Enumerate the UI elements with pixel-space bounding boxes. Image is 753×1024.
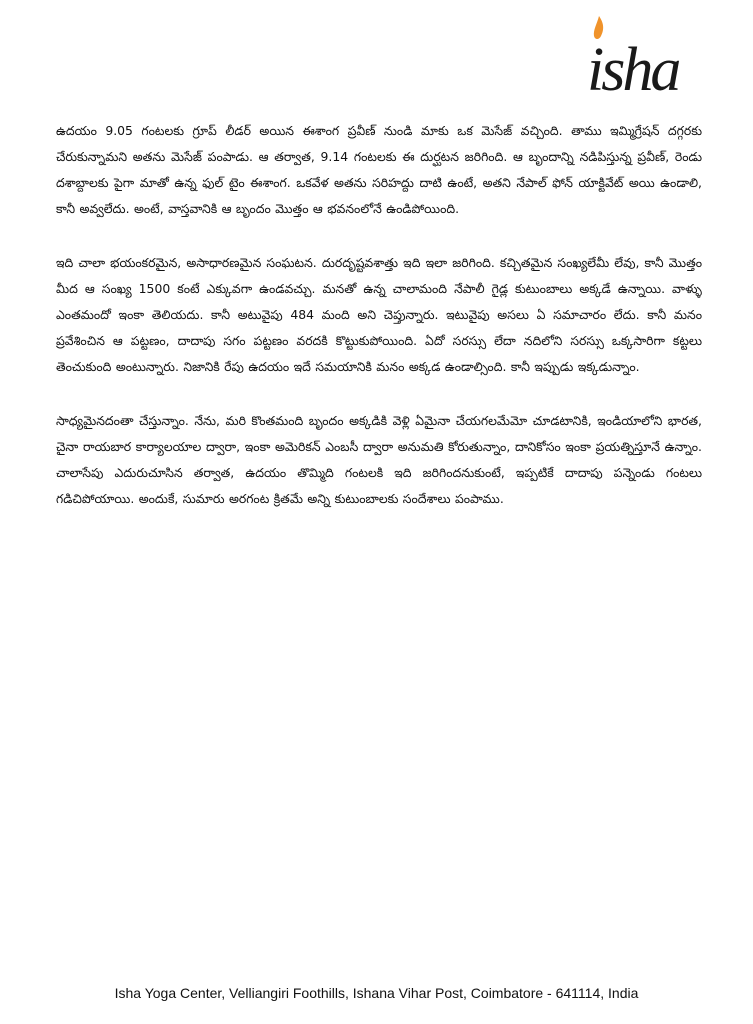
paragraph-2: ఇది చాలా భయంకరమైన, అసాధారణమైన సంఘటన. దురదృష్టవశాత్తు ఇది ఇలా జరిగింది. కచ్చితమైన సంఖ్యలేమీ లేవు, కానీ మొత్తం మీద ఆ సంఖ్య 1500 కంటే ఎక్కువగా ఉండవచ్చు. మనతో ఉన్న చాలామంది నేపాలీ గైడ్ల కుటుంబాలు అక్కడే ఉన్నాయి. వాళ్ళు ఎంతమందో ఇంకా తెలియదు. కానీ అటువైపు 484 మంది అని చెప్తున్నారు. ఇటువైపు అసలు ఏ సమాచారం లేదు. కానీ మనం ప్రవేశించిన ఆ పట్టణం, దాదాపు సగం పట్టణం వరదకి కొట్టుకుపోయింది. ఏదో సరస్సు లేదా నదిలోని సరస్సు ఒక్కసారిగా కట్టలు తెంచుకుంది అంటున్నారు. నిజానికి రేపు ఉదయం ఇదే సమయానికి మనం అక్కడ ఉండాల్సింది. కానీ ఇప్పుడు ఇక్కడున్నాం. xyxy=(56,255,702,374)
footer-address: Isha Yoga Center, Velliangiri Foothills, Ishana Vihar Post, Coimbatore - 641114, India xyxy=(114,985,639,1001)
logo-wordmark: isha xyxy=(587,36,679,104)
paragraph-1: ఉదయం 9.05 గంటలకు గ్రూప్ లీడర్ అయిన ఈశాంగ ప్రవీణ్ నుండి మాకు ఒక మెసేజ్ వచ్చింది. తాము ఇమ్మిగ్రేషన్ దగ్గరకు చేరుకున్నామని అతను మెసేజ్ పంపాడు. ఆ తర్వాత, 9.14 గంటలకు ఈ దుర్ఘటన జరిగింది. ఆ బృందాన్ని నడిపిస్తున్న ప్రవీణ్, రెండు దశాబ్దాలకు పైగా మాతో ఉన్న ఫుల్ టైం ఈశాంగ. ఒకవేళ అతను సరిహద్దు దాటి ఉంటే, అతని నేపాల్ ఫోన్ యాక్టివేట్ అయి ఉండాలి, కానీ అవ్వలేదు. అంటే, వాస్తవానికి ఆ బృందం మొత్తం ఆ భవనంలోనే ఉండిపోయింది. xyxy=(56,123,702,216)
document-body xyxy=(56,118,702,540)
paragraph-3: సాధ్యమైనదంతా చేస్తున్నాం. నేను, మరి కొంతమంది బృందం అక్కడికి వెళ్లి ఏమైనా చేయగలమేమో చూడటానికి, ఇండియాలోని భారత, చైనా రాయబార కార్యాలయాల ద్వారా, ఇంకా అమెరికన్ ఎంబసీ ద్వారా అనుమతి కోరుతున్నాం, దానికోసం ఇంకా ప్రయత్నిస్తూనే ఉన్నాం. చాలాసేపు ఎదురుచూసిన తర్వాత, ఉదయం తొమ్మిది గంటలకి ఇది జరిగిందనుకుంటే, ఇప్పటికే దాదాపు పన్నెండు గంటలు గడిచిపోయాయి. అందుకే, సుమారు అరగంట క్రితమే అన్ని కుటుంబాలకు సందేశాలు పంపాము. xyxy=(56,413,702,506)
isha-logo xyxy=(587,12,703,104)
